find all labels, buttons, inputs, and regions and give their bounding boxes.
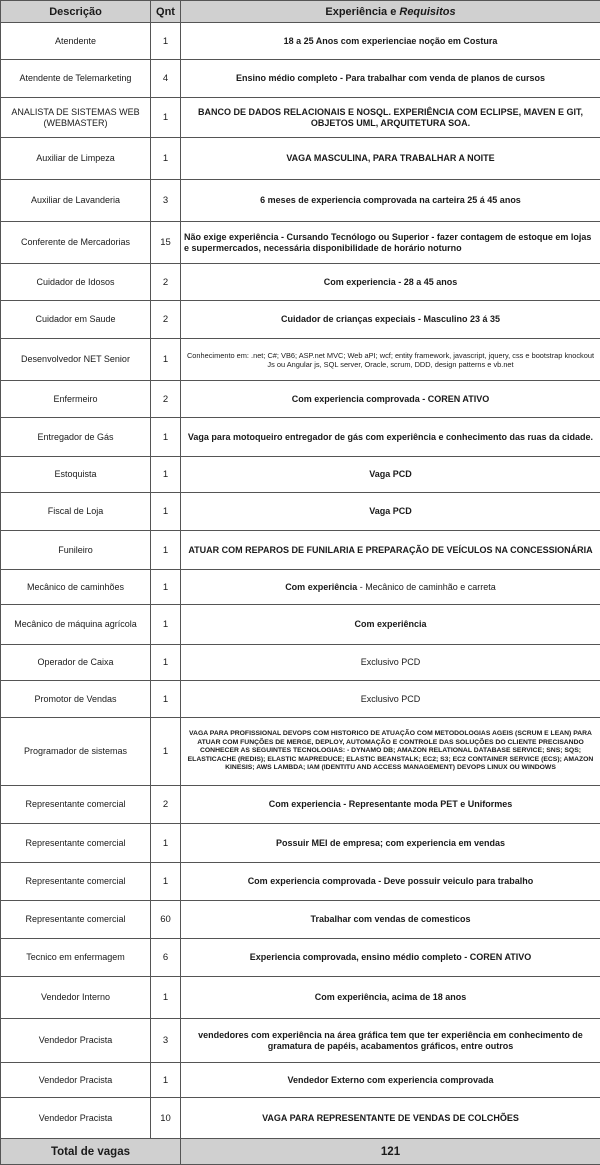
table-row — [1, 339, 600, 381]
row-descricao: Desenvolvedor NET Senior — [1, 339, 151, 381]
row-descricao: Representante comercial — [1, 824, 151, 863]
row-requisitos: Exclusivo PCD — [181, 645, 600, 681]
table-row — [1, 1019, 600, 1063]
row-requisitos: Cuidador de crianças expeciais - Masculino 23 á 35 — [181, 301, 600, 339]
row-requisitos: Conhecimento em: .net; C#; VB6; ASP.net MVC; Web aPI; wcf; entity framework, javascript, jquery, css e bootstrap knockout Js ou Angular js, SQL server, Oracle, scrum, DDD, design patterns e vb.net — [181, 339, 600, 381]
total-value: 121 — [181, 1139, 600, 1165]
row-qnt: 15 — [151, 222, 181, 264]
row-qnt: 1 — [151, 531, 181, 570]
table-row — [1, 1063, 600, 1098]
row-requisitos: Experiencia comprovada, ensino médio completo - COREN ATIVO — [181, 939, 600, 977]
table-row — [1, 645, 600, 681]
row-qnt: 1 — [151, 457, 181, 493]
row-requisitos: Com experiencia comprovada - Deve possuir veiculo para trabalho — [181, 863, 600, 901]
table-row — [1, 381, 600, 418]
row-descricao: Cuidador em Saude — [1, 301, 151, 339]
row-descricao: Estoquista — [1, 457, 151, 493]
row-descricao: Atendente — [1, 23, 151, 60]
row-qnt: 3 — [151, 180, 181, 222]
row-qnt: 1 — [151, 339, 181, 381]
row-requisitos: 6 meses de experiencia comprovada na carteira 25 á 45 anos — [181, 180, 600, 222]
row-requisitos: Com experiencia - Representante moda PET e Uniformes — [181, 786, 600, 824]
row-descricao: Enfermeiro — [1, 381, 151, 418]
row-descricao: Representante comercial — [1, 863, 151, 901]
table-row — [1, 418, 600, 457]
row-requisitos: VAGA PARA REPRESENTANTE DE VENDAS DE COLCHÕES — [181, 1098, 600, 1139]
row-requisitos: vendedores com experiência na área gráfica tem que ter experiência em conhecimento de gramatura de papéis, acabamentos gráficos, entre outros — [181, 1019, 600, 1063]
row-descricao: Atendente de Telemarketing — [1, 60, 151, 98]
header-requisitos-part1: Experiência e — [325, 6, 399, 18]
row-qnt: 4 — [151, 60, 181, 98]
row-qnt: 10 — [151, 1098, 181, 1139]
row-requisitos: Não exige experiência - Cursando Tecnólogo ou Superior - fazer contagem de estoque em lojas e supermercados, necessária disponibilidade de horário noturno — [181, 222, 600, 264]
table-row — [1, 138, 600, 180]
row-qnt: 1 — [151, 645, 181, 681]
table-row — [1, 457, 600, 493]
row-requisitos: Possuir MEI de empresa; com experiencia em vendas — [181, 824, 600, 863]
table-row — [1, 180, 600, 222]
row-descricao: Vendedor Pracista — [1, 1019, 151, 1063]
row-descricao: Tecnico em enfermagem — [1, 939, 151, 977]
row-qnt: 1 — [151, 977, 181, 1019]
total-label: Total de vagas — [1, 1139, 181, 1165]
header-descricao: Descrição — [1, 1, 151, 23]
row-requisitos: VAGA MASCULINA, PARA TRABALHAR A NOITE — [181, 138, 600, 180]
table-row — [1, 786, 600, 824]
table-row — [1, 222, 600, 264]
total-row — [1, 1139, 600, 1165]
row-qnt: 2 — [151, 264, 181, 301]
row-requisitos-bold: Com experiência — [285, 582, 357, 592]
row-qnt: 1 — [151, 1063, 181, 1098]
header-qnt: Qnt — [151, 1, 181, 23]
table-row — [1, 1098, 600, 1139]
table-row — [1, 531, 600, 570]
row-descricao: Promotor de Vendas — [1, 681, 151, 718]
table-row — [1, 824, 600, 863]
row-qnt: 1 — [151, 138, 181, 180]
row-descricao: Funileiro — [1, 531, 151, 570]
table-row — [1, 681, 600, 718]
row-requisitos — [181, 570, 600, 605]
row-requisitos-normal: - Mecânico de caminhão e carreta — [357, 582, 496, 592]
row-descricao: Fiscal de Loja — [1, 493, 151, 531]
row-qnt: 2 — [151, 301, 181, 339]
header-requisitos-part2: Requisitos — [399, 6, 455, 18]
table-row — [1, 60, 600, 98]
row-requisitos: Com experiência, acima de 18 anos — [181, 977, 600, 1019]
row-requisitos: Vaga para motoqueiro entregador de gás com experiência e conhecimento das ruas da cidade. — [181, 418, 600, 457]
table-row — [1, 301, 600, 339]
row-descricao: Mecânico de máquina agrícola — [1, 605, 151, 645]
table-row — [1, 863, 600, 901]
row-requisitos: Com experiencia - 28 a 45 anos — [181, 264, 600, 301]
table-row — [1, 605, 600, 645]
row-qnt: 1 — [151, 863, 181, 901]
row-descricao: Mecânico de caminhões — [1, 570, 151, 605]
row-requisitos: Trabalhar com vendas de comesticos — [181, 901, 600, 939]
table-row — [1, 98, 600, 138]
row-descricao: Representante comercial — [1, 786, 151, 824]
row-requisitos: Vaga PCD — [181, 457, 600, 493]
row-qnt: 2 — [151, 786, 181, 824]
row-requisitos: Ensino médio completo - Para trabalhar com venda de planos de cursos — [181, 60, 600, 98]
row-qnt: 1 — [151, 418, 181, 457]
row-qnt: 1 — [151, 98, 181, 138]
row-qnt: 2 — [151, 381, 181, 418]
row-requisitos: Com experiência — [181, 605, 600, 645]
row-requisitos: ATUAR COM REPAROS DE FUNILARIA E PREPARAÇÃO DE VEÍCULOS NA CONCESSIONÁRIA — [181, 531, 600, 570]
table-header — [1, 1, 600, 23]
row-qnt: 60 — [151, 901, 181, 939]
table-row — [1, 23, 600, 60]
table-row — [1, 570, 600, 605]
row-descricao: Auxiliar de Limpeza — [1, 138, 151, 180]
row-requisitos: VAGA PARA PROFISSIONAL DEVOPS COM HISTORICO DE ATUAÇÃO COM METODOLOGIAS AGEIS (SCRUM E LEAN) PARA ATUAR COM FUNÇÕES DE MERGE, DEPLOY, AUTOMAÇÃO E CONTROLE DAS SOLUÇÕES DO CLIENTE PRECISANDO CONHECER AS SEGUINTES TECNOLOGIAS: - DYNAMO DB; AMAZON RELATIONAL DATABASE SERVICE; SNS; SQS; ELASTICACHE (REDIS); ELASTIC MAPREDUCE; ELASTIC BEANSTALK; EC2; S3; EC2 CONTAINER SERVICE (ECS); AMAZON KINESIS; AWS LAMBDA; IAM (IDENTITU AND ACCESS MANAGEMENT) DEVOPS LINUX OU WINDOWS — [181, 718, 600, 786]
row-qnt: 1 — [151, 493, 181, 531]
row-requisitos: 18 a 25 Anos com experienciae noção em Costura — [181, 23, 600, 60]
table-body — [1, 23, 600, 1165]
row-qnt: 3 — [151, 1019, 181, 1063]
header-requisitos — [181, 1, 600, 23]
row-qnt: 1 — [151, 23, 181, 60]
row-descricao: Auxiliar de Lavanderia — [1, 180, 151, 222]
row-qnt: 1 — [151, 605, 181, 645]
table-row — [1, 493, 600, 531]
row-descricao: Vendedor Pracista — [1, 1063, 151, 1098]
row-qnt: 1 — [151, 681, 181, 718]
row-qnt: 1 — [151, 718, 181, 786]
row-requisitos: BANCO DE DADOS RELACIONAIS E NOSQL. EXPERIÊNCIA COM ECLIPSE, MAVEN E GIT, OBJETOS UML, ARQUITETURA SOA. — [181, 98, 600, 138]
table-row — [1, 718, 600, 786]
row-descricao: Conferente de Mercadorias — [1, 222, 151, 264]
header-row — [1, 1, 600, 23]
table-row — [1, 264, 600, 301]
table-row — [1, 901, 600, 939]
row-qnt: 6 — [151, 939, 181, 977]
row-requisitos: Exclusivo PCD — [181, 681, 600, 718]
row-qnt: 1 — [151, 570, 181, 605]
row-descricao: ANALISTA DE SISTEMAS WEB (WEBMASTER) — [1, 98, 151, 138]
row-requisitos: Com experiencia comprovada - COREN ATIVO — [181, 381, 600, 418]
row-descricao: Representante comercial — [1, 901, 151, 939]
row-requisitos: Vaga PCD — [181, 493, 600, 531]
row-descricao: Programador de sistemas — [1, 718, 151, 786]
table-row — [1, 977, 600, 1019]
row-descricao: Operador de Caixa — [1, 645, 151, 681]
row-qnt: 1 — [151, 824, 181, 863]
row-descricao: Cuidador de Idosos — [1, 264, 151, 301]
row-requisitos: Vendedor Externo com experiencia comprovada — [181, 1063, 600, 1098]
row-descricao: Vendedor Interno — [1, 977, 151, 1019]
row-descricao: Vendedor Pracista — [1, 1098, 151, 1139]
table-row — [1, 939, 600, 977]
row-descricao: Entregador de Gás — [1, 418, 151, 457]
